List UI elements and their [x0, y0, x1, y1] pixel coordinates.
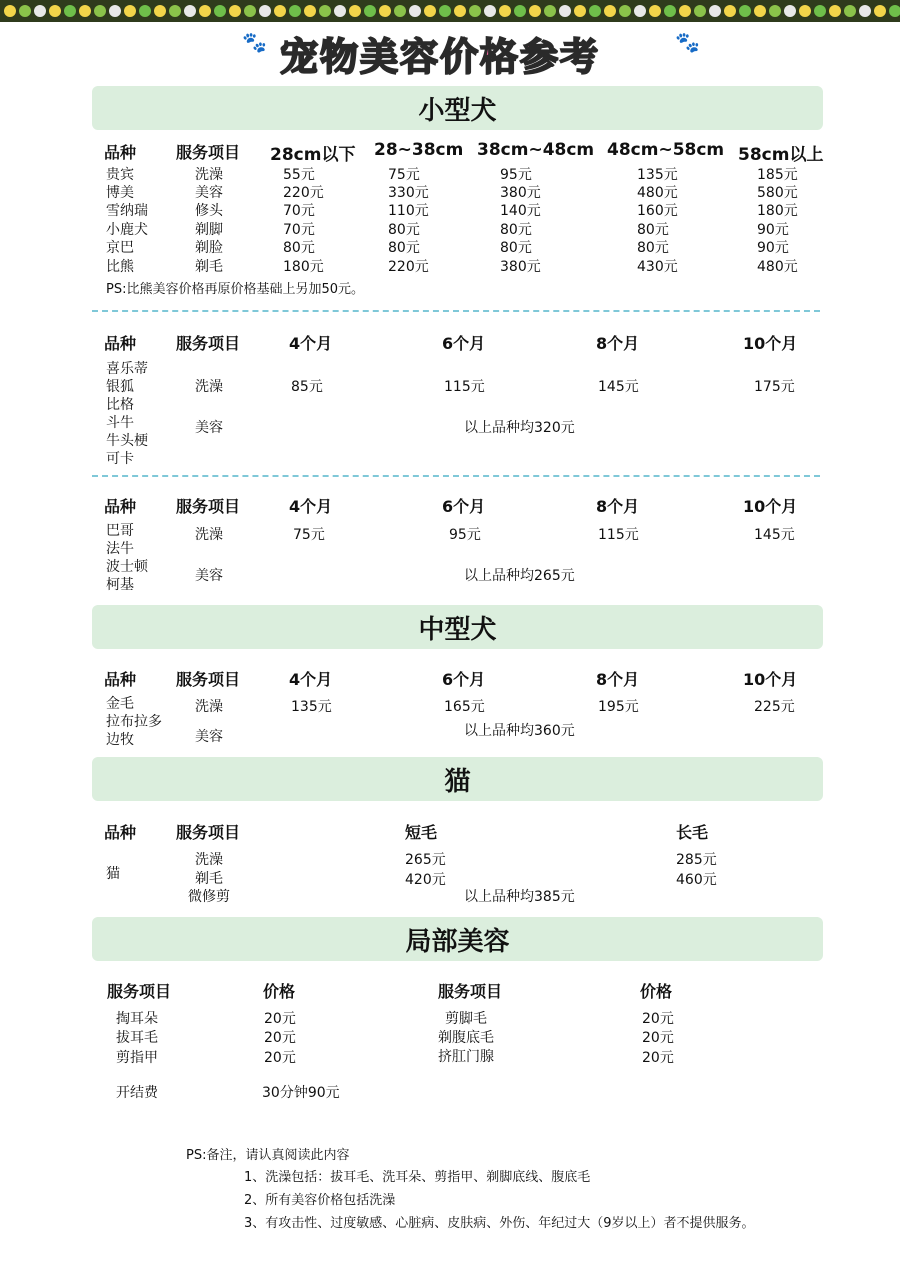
breed-name: 波士顿 — [106, 559, 148, 575]
strip-dot — [469, 5, 481, 17]
strip-dot — [694, 5, 706, 17]
price-cell: 580元 — [757, 185, 798, 201]
service-name: 美容 — [195, 185, 223, 201]
strip-dot — [769, 5, 781, 17]
strip-dot — [229, 5, 241, 17]
price-cell: 80元 — [637, 222, 669, 238]
strip-dot — [274, 5, 286, 17]
price-cell: 80元 — [388, 222, 420, 238]
section-band-small-dogs — [92, 86, 823, 130]
breed-name: 博美 — [106, 185, 134, 201]
strip-dot — [244, 5, 256, 17]
price-cell: 185元 — [757, 167, 798, 183]
breed-name: 贵宾 — [106, 167, 134, 183]
divider — [92, 475, 820, 477]
header-age: 8个月 — [596, 497, 640, 516]
price-cell: 20元 — [264, 1011, 296, 1027]
strip-dot — [439, 5, 451, 17]
header-service: 服务项目 — [176, 334, 241, 353]
divider — [92, 310, 820, 312]
header-breed: 品种 — [104, 823, 137, 842]
header-service: 服务项目 — [176, 670, 241, 689]
price-cell: 145元 — [598, 379, 639, 395]
strip-dot — [214, 5, 226, 17]
service-name: 剃毛 — [195, 259, 223, 275]
service-name: 洗澡 — [195, 379, 223, 395]
price-cell: 135元 — [637, 167, 678, 183]
header-age: 10个月 — [743, 334, 798, 353]
header-age: 6个月 — [442, 497, 486, 516]
price-cell: 330元 — [388, 185, 429, 201]
service-name: 剪指甲 — [116, 1050, 158, 1066]
strip-dot — [634, 5, 646, 17]
breed-name: 猫 — [106, 866, 120, 882]
strip-dot — [799, 5, 811, 17]
header-breed: 品种 — [104, 334, 137, 353]
strip-dot — [409, 5, 421, 17]
price-cell: 140元 — [500, 203, 541, 219]
header-long-hair: 长毛 — [676, 823, 709, 842]
price-cell: 80元 — [388, 240, 420, 256]
strip-dot — [184, 5, 196, 17]
price-cell: 55元 — [283, 167, 315, 183]
service-name: 剃毛 — [195, 871, 223, 887]
price-cell: 70元 — [283, 222, 315, 238]
header-breed: 品种 — [104, 143, 137, 162]
header-service: 服务项目 — [176, 823, 241, 842]
price-cell: 380元 — [500, 185, 541, 201]
page-title-text: 宠物美容价格参考 — [280, 35, 601, 79]
breed-name: 边牧 — [106, 732, 134, 748]
header-breed: 品种 — [104, 670, 137, 689]
service-name: 美容 — [195, 729, 223, 745]
price-cell: 95元 — [500, 167, 532, 183]
service-name: 掏耳朵 — [116, 1011, 158, 1027]
strip-dot — [379, 5, 391, 17]
strip-dot — [709, 5, 721, 17]
breed-name: 比格 — [106, 397, 134, 413]
strip-dot — [34, 5, 46, 17]
strip-dot — [364, 5, 376, 17]
breed-name: 可卡 — [106, 451, 134, 467]
price-cell: 75元 — [293, 527, 325, 543]
header-age: 4个月 — [289, 334, 333, 353]
strip-dot — [394, 5, 406, 17]
price-cell: 180元 — [283, 259, 324, 275]
uniform-price-note: 以上品种均360元 — [464, 723, 575, 739]
price-cell: 75元 — [388, 167, 420, 183]
strip-dot — [679, 5, 691, 17]
header-age: 8个月 — [596, 670, 640, 689]
header-size: 58cm以上 — [738, 145, 824, 165]
price-cell: 460元 — [676, 872, 717, 888]
price-cell: 220元 — [388, 259, 429, 275]
page-title — [242, 22, 700, 79]
price-cell: 195元 — [598, 699, 639, 715]
breed-name: 牛头梗 — [106, 433, 148, 449]
price-cell: 70元 — [283, 203, 315, 219]
breed-name: 斗牛 — [106, 415, 134, 431]
breed-name: 拉布拉多 — [106, 714, 162, 730]
price-cell: 95元 — [449, 527, 481, 543]
strip-dot — [784, 5, 796, 17]
small-ps-note: PS:比熊美容价格再原价格基础上另加50元。 — [106, 282, 365, 297]
price-cell: 225元 — [754, 699, 795, 715]
section-band-cats — [92, 757, 823, 801]
price-cell: 110元 — [388, 203, 429, 219]
price-cell: 80元 — [283, 240, 315, 256]
strip-dot — [304, 5, 316, 17]
service-name: 开结费 — [116, 1085, 158, 1101]
strip-dot — [889, 5, 900, 17]
paw-icon: 🐾 — [242, 30, 267, 54]
service-name: 洗澡 — [195, 699, 223, 715]
strip-dot — [604, 5, 616, 17]
header-age: 8个月 — [596, 334, 640, 353]
section-title: 小型犬 — [418, 96, 497, 126]
price-cell: 20元 — [264, 1050, 296, 1066]
strip-dot — [154, 5, 166, 17]
header-age: 10个月 — [743, 497, 798, 516]
header-price: 价格 — [263, 982, 296, 1001]
price-cell: 30分钟90元 — [262, 1085, 340, 1101]
strip-dot — [649, 5, 661, 17]
price-cell: 90元 — [757, 240, 789, 256]
strip-dot — [724, 5, 736, 17]
strip-dot — [499, 5, 511, 17]
strip-dot — [484, 5, 496, 17]
strip-dot — [574, 5, 586, 17]
header-age: 10个月 — [743, 670, 798, 689]
top-decor-strip — [0, 0, 900, 22]
strip-dot — [529, 5, 541, 17]
section-band-partial-grooming — [92, 917, 823, 961]
header-breed: 品种 — [104, 497, 137, 516]
service-name: 剃脚 — [195, 222, 223, 238]
section-title: 猫 — [444, 767, 471, 797]
breed-name: 巴哥 — [106, 523, 134, 539]
strip-dot — [829, 5, 841, 17]
strip-dot — [4, 5, 16, 17]
header-size: 48cm~58cm — [607, 140, 725, 160]
strip-dot — [349, 5, 361, 17]
header-age: 6个月 — [442, 334, 486, 353]
note-item: 2、所有美容价格包括洗澡 — [244, 1193, 396, 1208]
price-cell: 160元 — [637, 203, 678, 219]
strip-dot — [754, 5, 766, 17]
notes-heading: PS:备注，请认真阅读此内容 — [186, 1148, 350, 1163]
price-cell: 420元 — [405, 872, 446, 888]
price-cell: 145元 — [754, 527, 795, 543]
strip-dot — [859, 5, 871, 17]
header-age: 4个月 — [289, 497, 333, 516]
service-name: 美容 — [195, 420, 223, 436]
service-name: 洗澡 — [195, 852, 223, 868]
strip-dot — [844, 5, 856, 17]
price-cell: 20元 — [642, 1030, 674, 1046]
service-name: 洗澡 — [195, 527, 223, 543]
strip-dot — [454, 5, 466, 17]
strip-dot — [139, 5, 151, 17]
header-service: 服务项目 — [176, 143, 241, 162]
service-name: 拔耳毛 — [116, 1030, 158, 1046]
section-title: 局部美容 — [405, 927, 510, 957]
breed-name: 法牛 — [106, 541, 134, 557]
service-name: 剪脚毛 — [445, 1011, 487, 1027]
breed-name: 柯基 — [106, 577, 134, 593]
price-cell: 265元 — [405, 852, 446, 868]
strip-dot — [109, 5, 121, 17]
uniform-price-note: 以上品种均265元 — [464, 568, 575, 584]
breed-name: 银狐 — [106, 379, 134, 395]
strip-dot — [619, 5, 631, 17]
breed-name: 小鹿犬 — [106, 222, 148, 238]
strip-dot — [514, 5, 526, 17]
breed-name: 比熊 — [106, 259, 134, 275]
service-name: 微修剪 — [188, 889, 230, 905]
strip-dot — [739, 5, 751, 17]
strip-dot — [259, 5, 271, 17]
strip-dot — [319, 5, 331, 17]
price-cell: 380元 — [500, 259, 541, 275]
price-cell: 115元 — [444, 379, 485, 395]
header-short-hair: 短毛 — [405, 823, 438, 842]
strip-dot — [94, 5, 106, 17]
uniform-price-note: 以上品种均385元 — [464, 889, 575, 905]
note-item: 1、洗澡包括：拔耳毛、洗耳朵、剪指甲、剃脚底线、腹底毛 — [244, 1170, 591, 1185]
strip-dot — [19, 5, 31, 17]
section-band-medium-dogs — [92, 605, 823, 649]
price-cell: 175元 — [754, 379, 795, 395]
strip-dot — [334, 5, 346, 17]
header-size: 38cm~48cm — [477, 140, 595, 160]
price-cell: 20元 — [642, 1011, 674, 1027]
service-name: 挤肛门腺 — [438, 1049, 494, 1065]
header-age: 6个月 — [442, 670, 486, 689]
price-cell: 480元 — [757, 259, 798, 275]
service-name: 剃脸 — [195, 240, 223, 256]
header-size: 28cm以下 — [270, 145, 356, 165]
header-service: 服务项目 — [107, 982, 172, 1001]
header-age: 4个月 — [289, 670, 333, 689]
price-cell: 80元 — [500, 240, 532, 256]
strip-dot — [169, 5, 181, 17]
strip-dot — [874, 5, 886, 17]
price-cell: 115元 — [598, 527, 639, 543]
header-size: 28~38cm — [374, 140, 464, 160]
breed-name: 京巴 — [106, 240, 134, 256]
strip-dot — [664, 5, 676, 17]
strip-dot — [79, 5, 91, 17]
header-price: 价格 — [640, 982, 673, 1001]
paw-icon: 🐾 — [675, 30, 700, 54]
service-name: 洗澡 — [195, 167, 223, 183]
breed-name: 喜乐蒂 — [106, 361, 148, 377]
strip-dot — [589, 5, 601, 17]
strip-dot — [49, 5, 61, 17]
strip-dot — [289, 5, 301, 17]
price-cell: 20元 — [264, 1030, 296, 1046]
strip-dot — [559, 5, 571, 17]
price-cell: 90元 — [757, 222, 789, 238]
price-cell: 480元 — [637, 185, 678, 201]
note-item: 3、有攻击性、过度敏感、心脏病、皮肤病、外伤、年纪过大（9岁以上）者不提供服务。 — [244, 1216, 755, 1231]
price-cell: 165元 — [444, 699, 485, 715]
service-name: 剃腹底毛 — [438, 1030, 494, 1046]
price-cell: 285元 — [676, 852, 717, 868]
price-cell: 80元 — [500, 222, 532, 238]
service-name: 美容 — [195, 568, 223, 584]
strip-dot — [199, 5, 211, 17]
price-cell: 20元 — [642, 1050, 674, 1066]
section-title: 中型犬 — [418, 615, 497, 645]
price-cell: 135元 — [291, 699, 332, 715]
price-cell: 180元 — [757, 203, 798, 219]
price-cell: 85元 — [291, 379, 323, 395]
strip-dot — [814, 5, 826, 17]
strip-dot — [424, 5, 436, 17]
uniform-price-note: 以上品种均320元 — [464, 420, 575, 436]
header-service: 服务项目 — [438, 982, 503, 1001]
strip-dot — [544, 5, 556, 17]
price-cell: 220元 — [283, 185, 324, 201]
price-cell: 430元 — [637, 259, 678, 275]
strip-dot — [124, 5, 136, 17]
breed-name: 金毛 — [106, 696, 134, 712]
header-service: 服务项目 — [176, 497, 241, 516]
breed-name: 雪纳瑞 — [106, 203, 148, 219]
price-cell: 80元 — [637, 240, 669, 256]
strip-dot — [64, 5, 76, 17]
service-name: 修头 — [195, 203, 223, 219]
